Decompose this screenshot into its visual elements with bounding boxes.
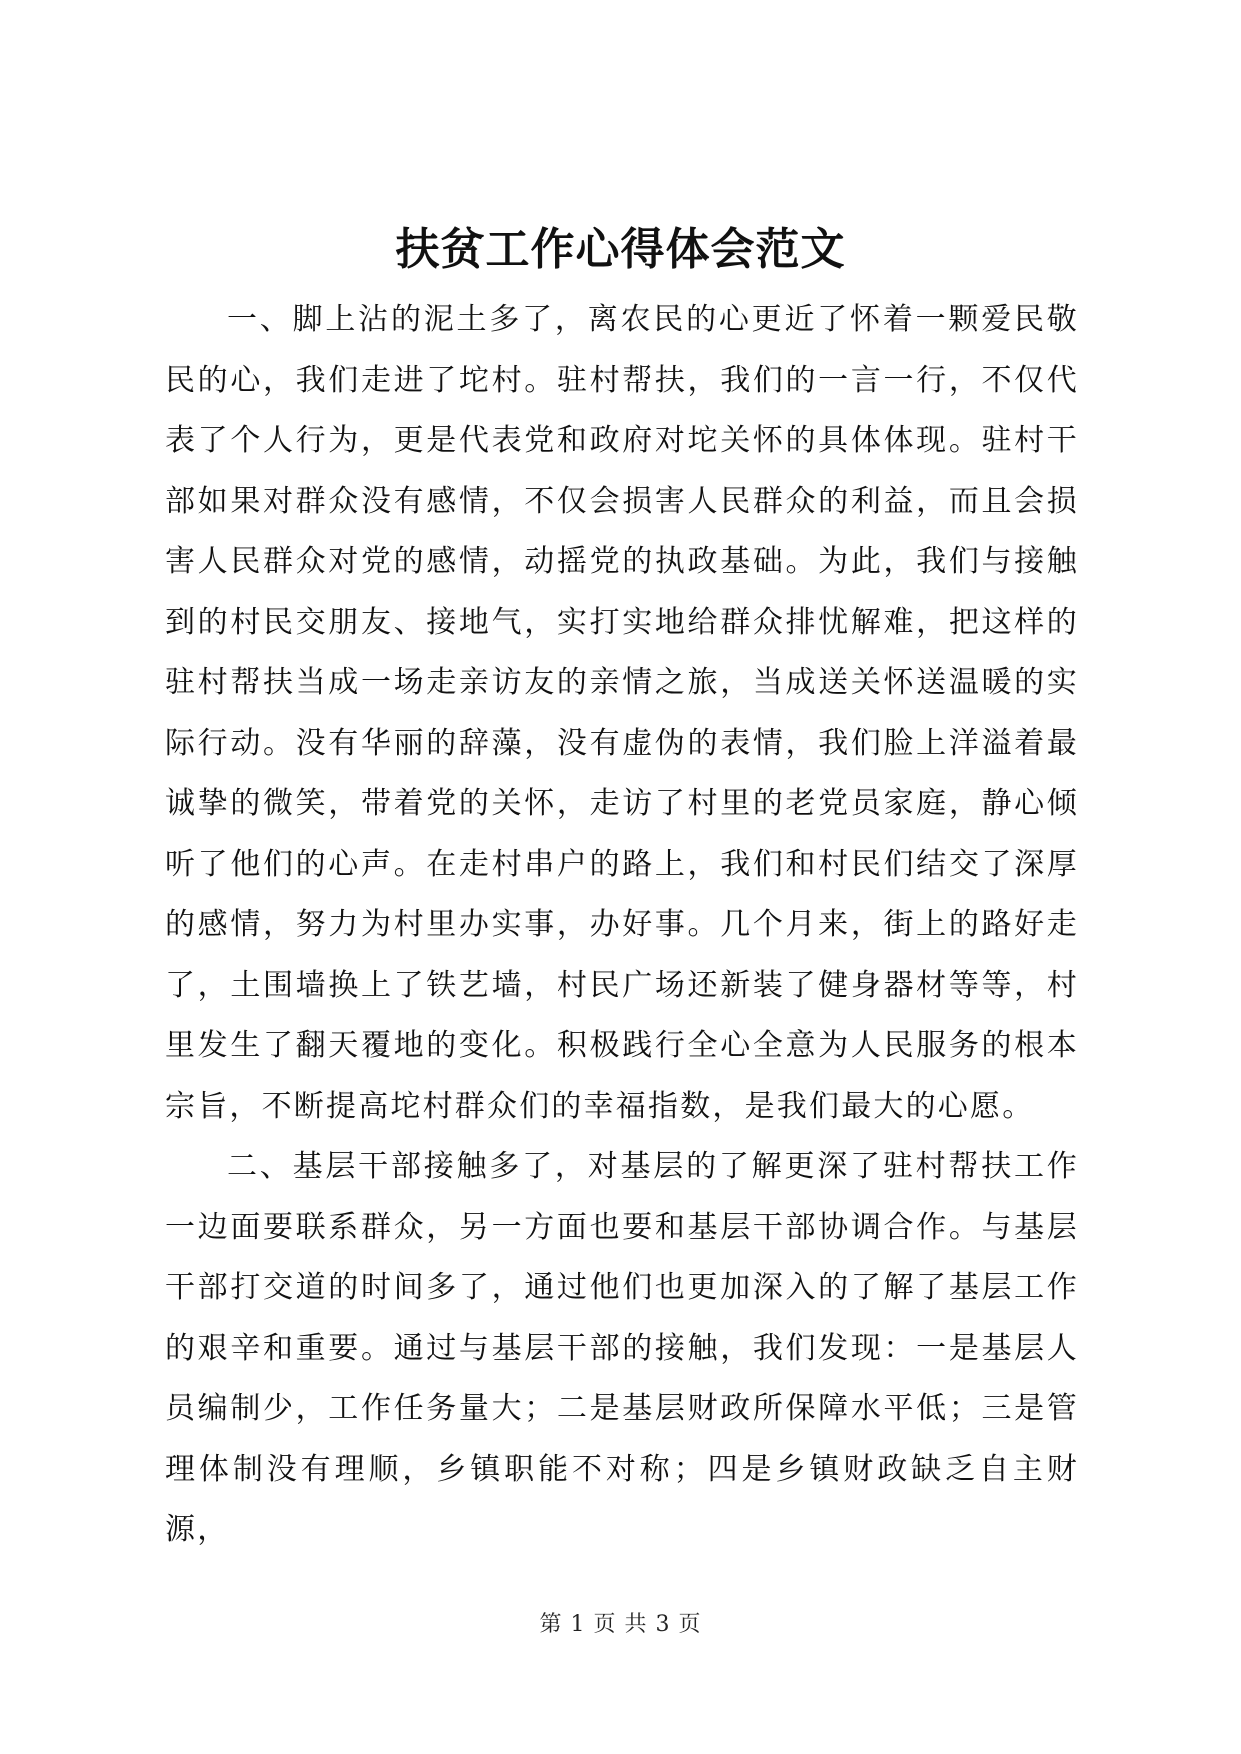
paragraph-2: 二、基层干部接触多了，对基层的了解更深了驻村帮扶工作一边面要联系群众，另一方面也要和基层干部协调合作。与基层干部打交道的时间多了，通过他们也更加深入的了解了基层工作的艰辛和重要。通过与基层干部的接触，我们发现：一是基层人员编制少，工作任务量大；二是基层财政所保障水平低；三是管理体制没有理顺，乡镇职能不对称；四是乡镇财政缺乏自主财源，	[165, 1149, 1079, 1547]
paragraph-1: 一、脚上沾的泥土多了，离农民的心更近了怀着一颗爱民敬民的心，我们走进了坨村。驻村帮扶，我们的一言一行，不仅代表了个人行为，更是代表党和政府对坨关怀的具体体现。驻村干部如果对群众没有感情，不仅会损害人民群众的利益，而且会损害人民群众对党的感情，动摇党的执政基础。为此，我们与接触到的村民交朋友、接地气，实打实地给群众排忧解难，把这样的驻村帮扶当成一场走亲访友的亲情之旅，当成送关怀送温暖的实际行动。没有华丽的辞藻，没有虚伪的表情，我们脸上洋溢着最诚挚的微笑，带着党的关怀，走访了村里的老党员家庭，静心倾听了他们的心声。在走村串户的路上，我们和村民们结交了深厚的感情，努力为村里办实事，办好事。几个月来，街上的路好走了，土围墙换上了铁艺墙，村民广场还新装了健身器材等等，村里发生了翻天覆地的变化。积极践行全心全意为人民服务的根本宗旨，不断提高坨村群众们的幸福指数，是我们最大的心愿。	[165, 302, 1079, 1124]
document-title: 扶贫工作心得体会范文	[395, 224, 846, 275]
page-number-footer: 第 1 页 共 3 页	[539, 1612, 702, 1637]
document-body	[165, 290, 1079, 1561]
